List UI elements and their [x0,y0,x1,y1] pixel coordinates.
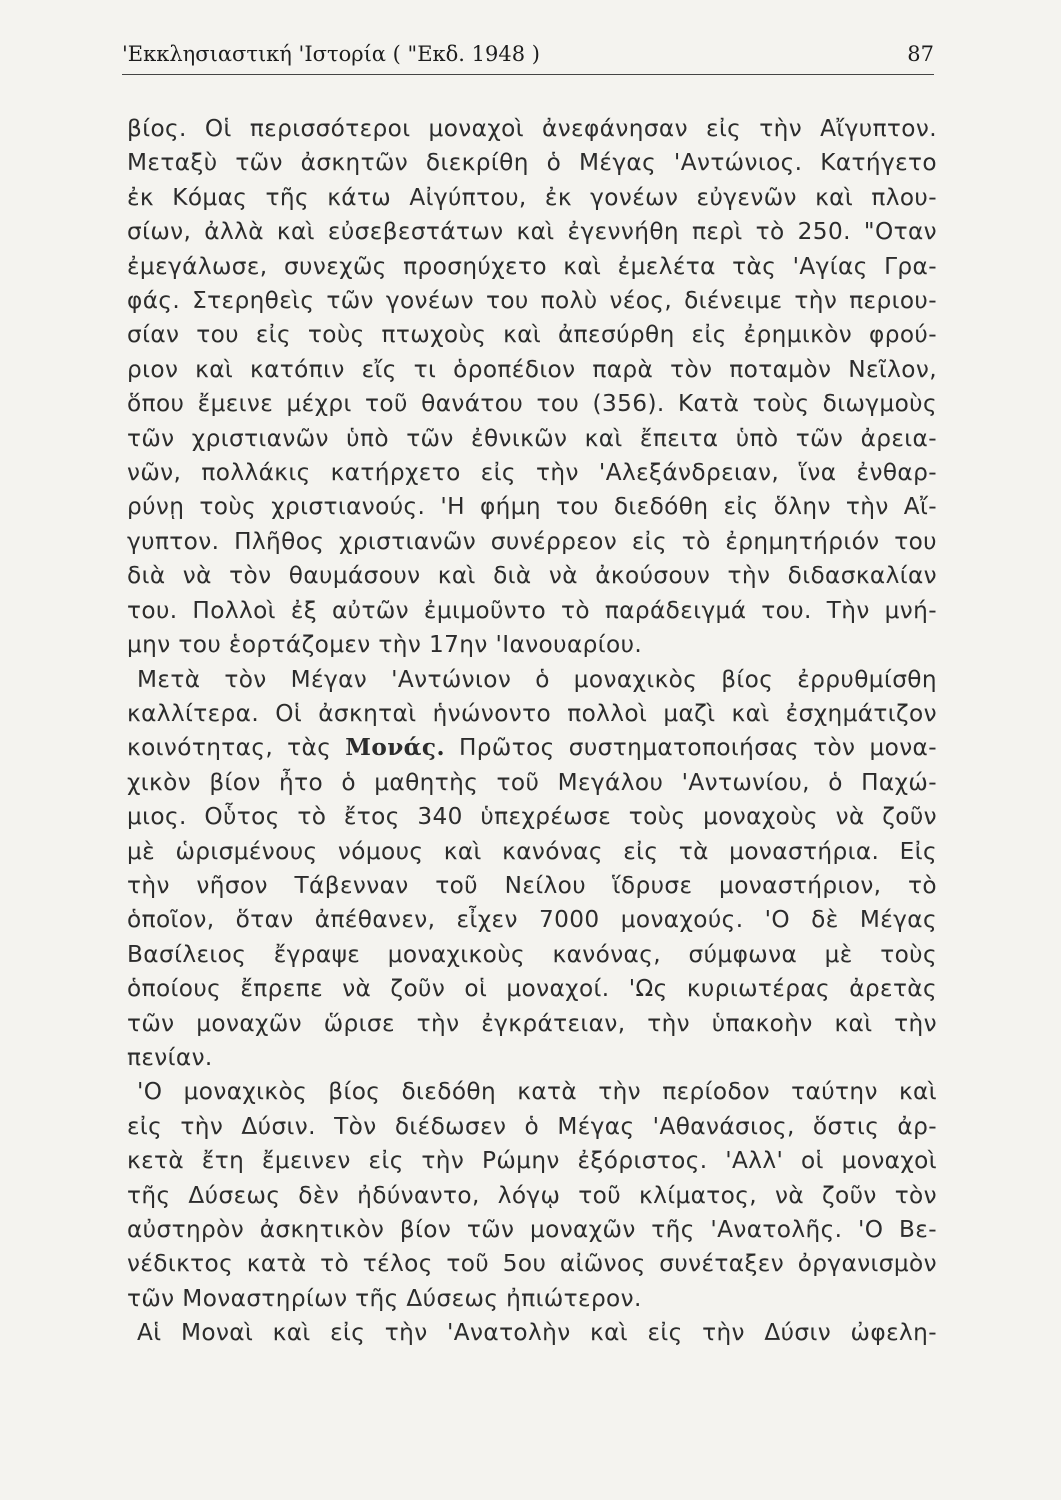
paragraph-1 [127,112,937,663]
text-line: σίαν του εἰς τοὺς πτωχοὺς καὶ ἀπεσύρθη εἰς ἐρημικὸν φρού- [127,321,937,349]
paragraph-3 [127,1075,937,1316]
text-line: γυπτον. Πλῆθος χριστιανῶν συνέρρεον εἰς τὸ ἐρημητήριόν του [127,527,937,555]
text-line: ρύνῃ τοὺς χριστιανούς. 'Η φήμη του διεδόθη εἰς ὅλην τὴν Αἴ- [127,493,937,521]
text-line: μὲ ὡρισμένους νόμους καὶ κανόνας εἰς τὰ μοναστήρια. Εἰς [127,837,937,865]
text-line: κετὰ ἔτη ἔμεινεν εἰς τὴν Ρώμην ἐξόριστος. 'Αλλ' οἱ μοναχοὶ [127,1147,937,1175]
page-number: 87 [907,42,934,66]
text-line: Μεταξὺ τῶν ἀσκητῶν διεκρίθη ὁ Μέγας 'Αντώνιος. Κατήγετο [127,149,937,177]
text-line: φάς. Στερηθεὶς τῶν γονέων του πολὺ νέος, διένειμε τὴν περιου- [127,287,937,315]
page-header [122,28,934,74]
text-line: Βασίλειος ἔγραψε μοναχικοὺς κανόνας, σύμφωνα μὲ τοὺς [127,940,937,968]
text-line-with-emphasis [127,731,937,765]
text-line: χικὸν βίον ἦτο ὁ μαθητὴς τοῦ Μεγάλου 'Αντωνίου, ὁ Παχώ- [127,768,937,796]
text-line: 'Ο μοναχικὸς βίος διεδόθη κατὰ τὴν περίοδον ταύτην καὶ [137,1078,937,1106]
text-segment: κοινότητας, τὰς [127,734,346,762]
text-line: μην του ἑορτάζομεν τὴν 17ην 'Ιανουαρίου. [127,631,643,659]
text-line: καλλίτερα. Οἱ ἀσκηταὶ ἡνώνοντο πολλοὶ μαζὶ καὶ ἐσχημάτιζον [127,699,937,727]
emphasized-term: Μονάς. [345,734,445,762]
running-title: 'Εκκλησιαστική 'Ιστορία ( "Εκδ. 1948 ) [122,42,540,66]
text-line: Μετὰ τὸν Μέγαν 'Αντώνιον ὁ μοναχικὸς βίος ἐρρυθμίσθη [137,665,937,693]
text-line: νῶν, πολλάκις κατήρχετο εἰς τὴν 'Αλεξάνδρειαν, ἵνα ἐνθαρ- [127,459,937,487]
text-line: μιος. Οὗτος τὸ ἔτος 340 ὑπεχρέωσε τοὺς μοναχοὺς νὰ ζοῦν [127,803,937,831]
text-line: ἐμεγάλωσε, συνεχῶς προσηύχετο καὶ ἐμελέτα τὰς 'Αγίας Γρα- [127,252,937,280]
text-segment: Πρῶτος συστηματοποιήσας τὸν μονα- [444,734,937,762]
text-line: τῶν χριστιανῶν ὑπὸ τῶν ἐθνικῶν καὶ ἔπειτα ὑπὸ τῶν ἀρεια- [127,424,937,452]
text-line: βίος. Οἱ περισσότεροι μοναχοὶ ἀνεφάνησαν εἰς τὴν Αἴγυπτον. [127,115,937,142]
text-line: τῶν μοναχῶν ὥρισε τὴν ἐγκράτειαν, τὴν ὑπακοὴν καὶ τὴν [127,1009,937,1037]
text-line: τῆς Δύσεως δὲν ἠδύναντο, λόγῳ τοῦ κλίματος, νὰ ζοῦν τὸν [127,1181,937,1209]
text-line: του. Πολλοὶ ἐξ αὐτῶν ἐμιμοῦντο τὸ παράδειγμά του. Τὴν μνή- [127,596,937,624]
text-line: ριον καὶ κατόπιν εἴς τι ὁροπέδιον παρὰ τὸν ποταμὸν Νεῖλον, [127,355,937,383]
text-line: ἐκ Κόμας τῆς κάτω Αἰγύπτου, ἐκ γονέων εὐγενῶν καὶ πλου- [127,183,937,211]
text-line: εἰς τὴν Δύσιν. Τὸν διέδωσεν ὁ Μέγας 'Αθανάσιος, ὅστις ἀρ- [127,1112,937,1140]
text-line: ὁποίους ἔπρεπε νὰ ζοῦν οἱ μοναχοί. 'Ως κυριωτέρας ἀρετὰς [127,975,937,1003]
paragraph-4 [127,1316,937,1350]
text-line: ὁποῖον, ὅταν ἀπέθανεν, εἶχεν 7000 μοναχούς. 'Ο δὲ Μέγας [127,906,937,934]
text-line: αὐστηρὸν ἀσκητικὸν βίον τῶν μοναχῶν τῆς 'Ανατολῆς. 'Ο Βε- [127,1216,937,1243]
text-line: τῶν Μοναστηρίων τῆς Δύσεως ἠπιώτερον. [127,1284,642,1312]
text-line: τὴν νῆσον Τάβενναν τοῦ Νείλου ἵδρυσε μοναστήριον, τὸ [127,871,937,899]
text-line: νέδικτος κατὰ τὸ τέλος τοῦ 5ου αἰῶνος συνέταξεν ὀργανισμὸν [127,1250,937,1278]
text-line: σίων, ἀλλὰ καὶ εὐσεβεστάτων καὶ ἐγεννήθη περὶ τὸ 250. "Οταν [127,218,937,246]
text-line: Αἱ Μοναὶ καὶ εἰς τὴν 'Ανατολὴν καὶ εἰς τὴν Δύσιν ὠφελη- [137,1319,937,1347]
header-rule [122,74,934,75]
text-line: ὅπου ἔμεινε μέχρι τοῦ θανάτου του (356). Κατὰ τοὺς διωγμοὺς [127,390,937,418]
text-line: διὰ νὰ τὸν θαυμάσουν καὶ διὰ νὰ ἀκούσουν τὴν διδασκαλίαν [127,562,937,590]
text-line: πενίαν. [127,1043,213,1071]
paragraph-2 [127,663,937,1076]
body-text [127,112,937,1351]
